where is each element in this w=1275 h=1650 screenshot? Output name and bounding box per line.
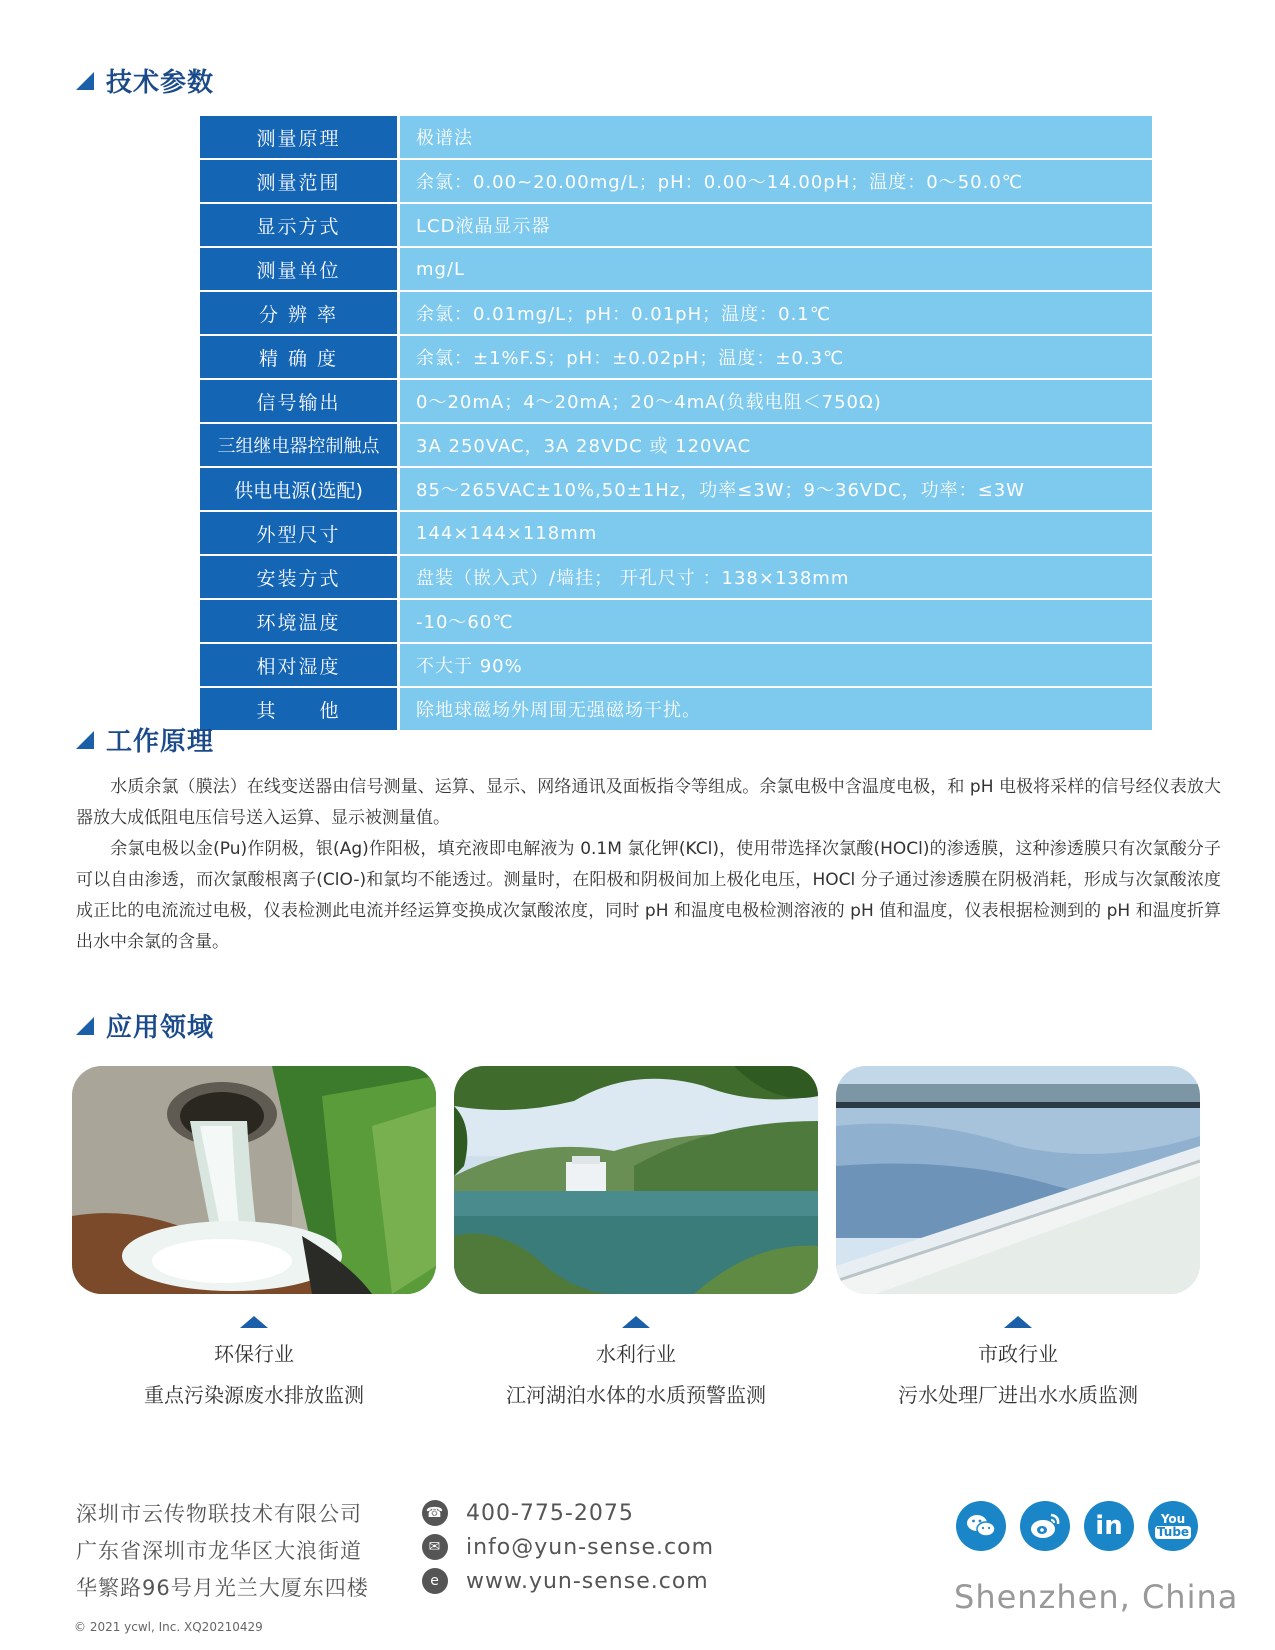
application-name: 水利行业 xyxy=(596,1342,676,1366)
spec-value: 3A 250VAC，3A 28VDC 或 120VAC xyxy=(400,424,1152,466)
spec-key: 外型尺寸 xyxy=(200,512,400,554)
application-name: 市政行业 xyxy=(978,1342,1058,1366)
discharge-pipe-illustration xyxy=(72,1066,436,1294)
spec-key: 其 他 xyxy=(200,688,400,730)
application-caption-water xyxy=(454,1316,818,1408)
address-line-1: 广东省深圳市龙华区大浪街道 xyxy=(76,1539,362,1563)
spec-row xyxy=(200,380,1152,424)
spec-key: 测量单位 xyxy=(200,248,400,290)
specs-section-header xyxy=(76,62,214,99)
reservoir-illustration xyxy=(454,1066,818,1294)
spec-value: 0～20mA；4～20mA；20～4mA(负载电阻＜750Ω) xyxy=(400,380,1152,422)
globe-icon: e xyxy=(422,1568,448,1594)
spec-key: 环境温度 xyxy=(200,600,400,642)
principle-paragraph-1: 水质余氯（膜法）在线变送器由信号测量、运算、显示、网络通讯及面板指令等组成。余氯电极中含温度电极，和 pH 电极将采样的信号经仪表放大器放大成低阻电压信号送入运算、显示被测量值。 xyxy=(76,777,1221,828)
spec-table xyxy=(200,116,1152,732)
spec-key: 三组继电器控制触点 xyxy=(200,424,400,466)
principle-title: 工作原理 xyxy=(106,727,215,757)
application-desc: 污水处理厂进出水水质监测 xyxy=(898,1383,1138,1407)
application-caption-environmental xyxy=(72,1316,436,1408)
principle-paragraph-2: 余氯电极以金(Pu)作阴极，银(Ag)作阳极，填充液即电解液为 0.1M 氯化钾(KCl)，使用带选择次氯酸(HOCl)的渗透膜，这种渗透膜只有次氯酸分子可以自由渗透，而次氯酸根离子(ClO-)和氯均不能透过。测量时，在阳极和阴极间加上极化电压，HOCl 分子通过渗透膜在阴极消耗，形成与次氯酸浓度成正比的电流流过电极，仪表检测此电流并经运算变换成次氯酸浓度，同时 pH 和温度电极检测溶液的 pH 值和温度，仪表根据检测到的 pH 和温度折算出水中余氯的含量。 xyxy=(76,839,1221,952)
contact-email xyxy=(422,1534,714,1560)
company-name: 深圳市云传物联技术有限公司 xyxy=(76,1502,362,1526)
spec-key: 分 辨 率 xyxy=(200,292,400,334)
linkedin-label: in xyxy=(1095,1511,1123,1541)
applications-section-header xyxy=(76,1007,214,1044)
weibo-glyph xyxy=(1029,1512,1061,1540)
water-conservancy-image xyxy=(454,1066,818,1294)
copyright: © 2021 ycwl, Inc. XQ20210429 xyxy=(74,1620,263,1634)
phone-number[interactable]: 400-775-2075 xyxy=(466,1500,634,1526)
triangle-bullet-icon xyxy=(76,731,94,749)
applications-title: 应用领域 xyxy=(106,1013,215,1043)
wechat-icon[interactable] xyxy=(956,1501,1006,1551)
spec-key: 供电电源(选配) xyxy=(200,468,400,510)
spec-row xyxy=(200,292,1152,336)
application-name: 环保行业 xyxy=(214,1342,294,1366)
spec-row xyxy=(200,204,1152,248)
spec-row xyxy=(200,600,1152,644)
spec-value: 144×144×118mm xyxy=(400,512,1152,554)
email-address[interactable]: info@yun-sense.com xyxy=(466,1534,715,1560)
application-desc: 重点污染源废水排放监测 xyxy=(144,1383,364,1407)
contact-website xyxy=(422,1568,709,1594)
phone-icon: ☎ xyxy=(422,1500,448,1526)
principle-section-header xyxy=(76,721,214,758)
spec-value: 85～265VAC±10%,50±1Hz，功率≤3W；9～36VDC，功率：≤3W xyxy=(400,468,1152,510)
company-address xyxy=(76,1496,369,1607)
spec-row xyxy=(200,512,1152,556)
spec-value: 除地球磁场外周围无强磁场干扰。 xyxy=(400,688,1152,730)
spec-row xyxy=(200,248,1152,292)
website-url[interactable]: www.yun-sense.com xyxy=(466,1568,709,1594)
spec-value: 余氯：±1%F.S；pH：±0.02pH；温度：±0.3℃ xyxy=(400,336,1152,378)
youtube-label-bottom: Tube xyxy=(1156,1525,1190,1539)
spec-key: 精 确 度 xyxy=(200,336,400,378)
spec-value: 余氯：0.00~20.00mg/L；pH：0.00～14.00pH；温度：0～50.0℃ xyxy=(400,160,1152,202)
spec-key: 相对湿度 xyxy=(200,644,400,686)
spec-row xyxy=(200,424,1152,468)
spec-row xyxy=(200,644,1152,688)
caption-triangle-icon xyxy=(240,1316,268,1328)
email-icon: ✉ xyxy=(422,1534,448,1560)
linkedin-icon[interactable] xyxy=(1084,1501,1134,1551)
spec-key: 测量范围 xyxy=(200,160,400,202)
caption-triangle-icon xyxy=(1004,1316,1032,1328)
caption-triangle-icon xyxy=(622,1316,650,1328)
spec-value: 极谱法 xyxy=(400,116,1152,158)
spec-row xyxy=(200,160,1152,204)
spec-row xyxy=(200,556,1152,600)
youtube-icon[interactable] xyxy=(1148,1501,1198,1551)
spec-value: LCD液晶显示器 xyxy=(400,204,1152,246)
application-desc: 江河湖泊水体的水质预警监测 xyxy=(506,1383,766,1407)
triangle-bullet-icon xyxy=(76,72,94,90)
wechat-glyph xyxy=(966,1513,996,1539)
weibo-icon[interactable] xyxy=(1020,1501,1070,1551)
specs-title: 技术参数 xyxy=(106,68,215,98)
address-line-2: 华繁路96号月光兰大厦东四楼 xyxy=(76,1576,369,1600)
application-caption-municipal xyxy=(836,1316,1200,1408)
contact-phone xyxy=(422,1500,634,1526)
spec-row xyxy=(200,336,1152,380)
spec-row xyxy=(200,468,1152,512)
spec-key: 安装方式 xyxy=(200,556,400,598)
spec-value: 余氯：0.01mg/L；pH：0.01pH；温度：0.1℃ xyxy=(400,292,1152,334)
spec-key: 显示方式 xyxy=(200,204,400,246)
spec-value: mg/L xyxy=(400,248,1152,290)
treatment-plant-illustration xyxy=(836,1066,1200,1294)
spec-value: 不大于 90% xyxy=(400,644,1152,686)
spec-key: 信号输出 xyxy=(200,380,400,422)
spec-value: 盘装（嵌入式）/墙挂； 开孔尺寸 ：138×138mm xyxy=(400,556,1152,598)
triangle-bullet-icon xyxy=(76,1017,94,1035)
municipal-image xyxy=(836,1066,1200,1294)
city-label: Shenzhen, China xyxy=(954,1578,1239,1616)
spec-value: -10～60℃ xyxy=(400,600,1152,642)
spec-row xyxy=(200,688,1152,732)
youtube-label-top: You xyxy=(1160,1512,1186,1526)
spec-row xyxy=(200,116,1152,160)
environmental-image xyxy=(72,1066,436,1294)
spec-key: 测量原理 xyxy=(200,116,400,158)
